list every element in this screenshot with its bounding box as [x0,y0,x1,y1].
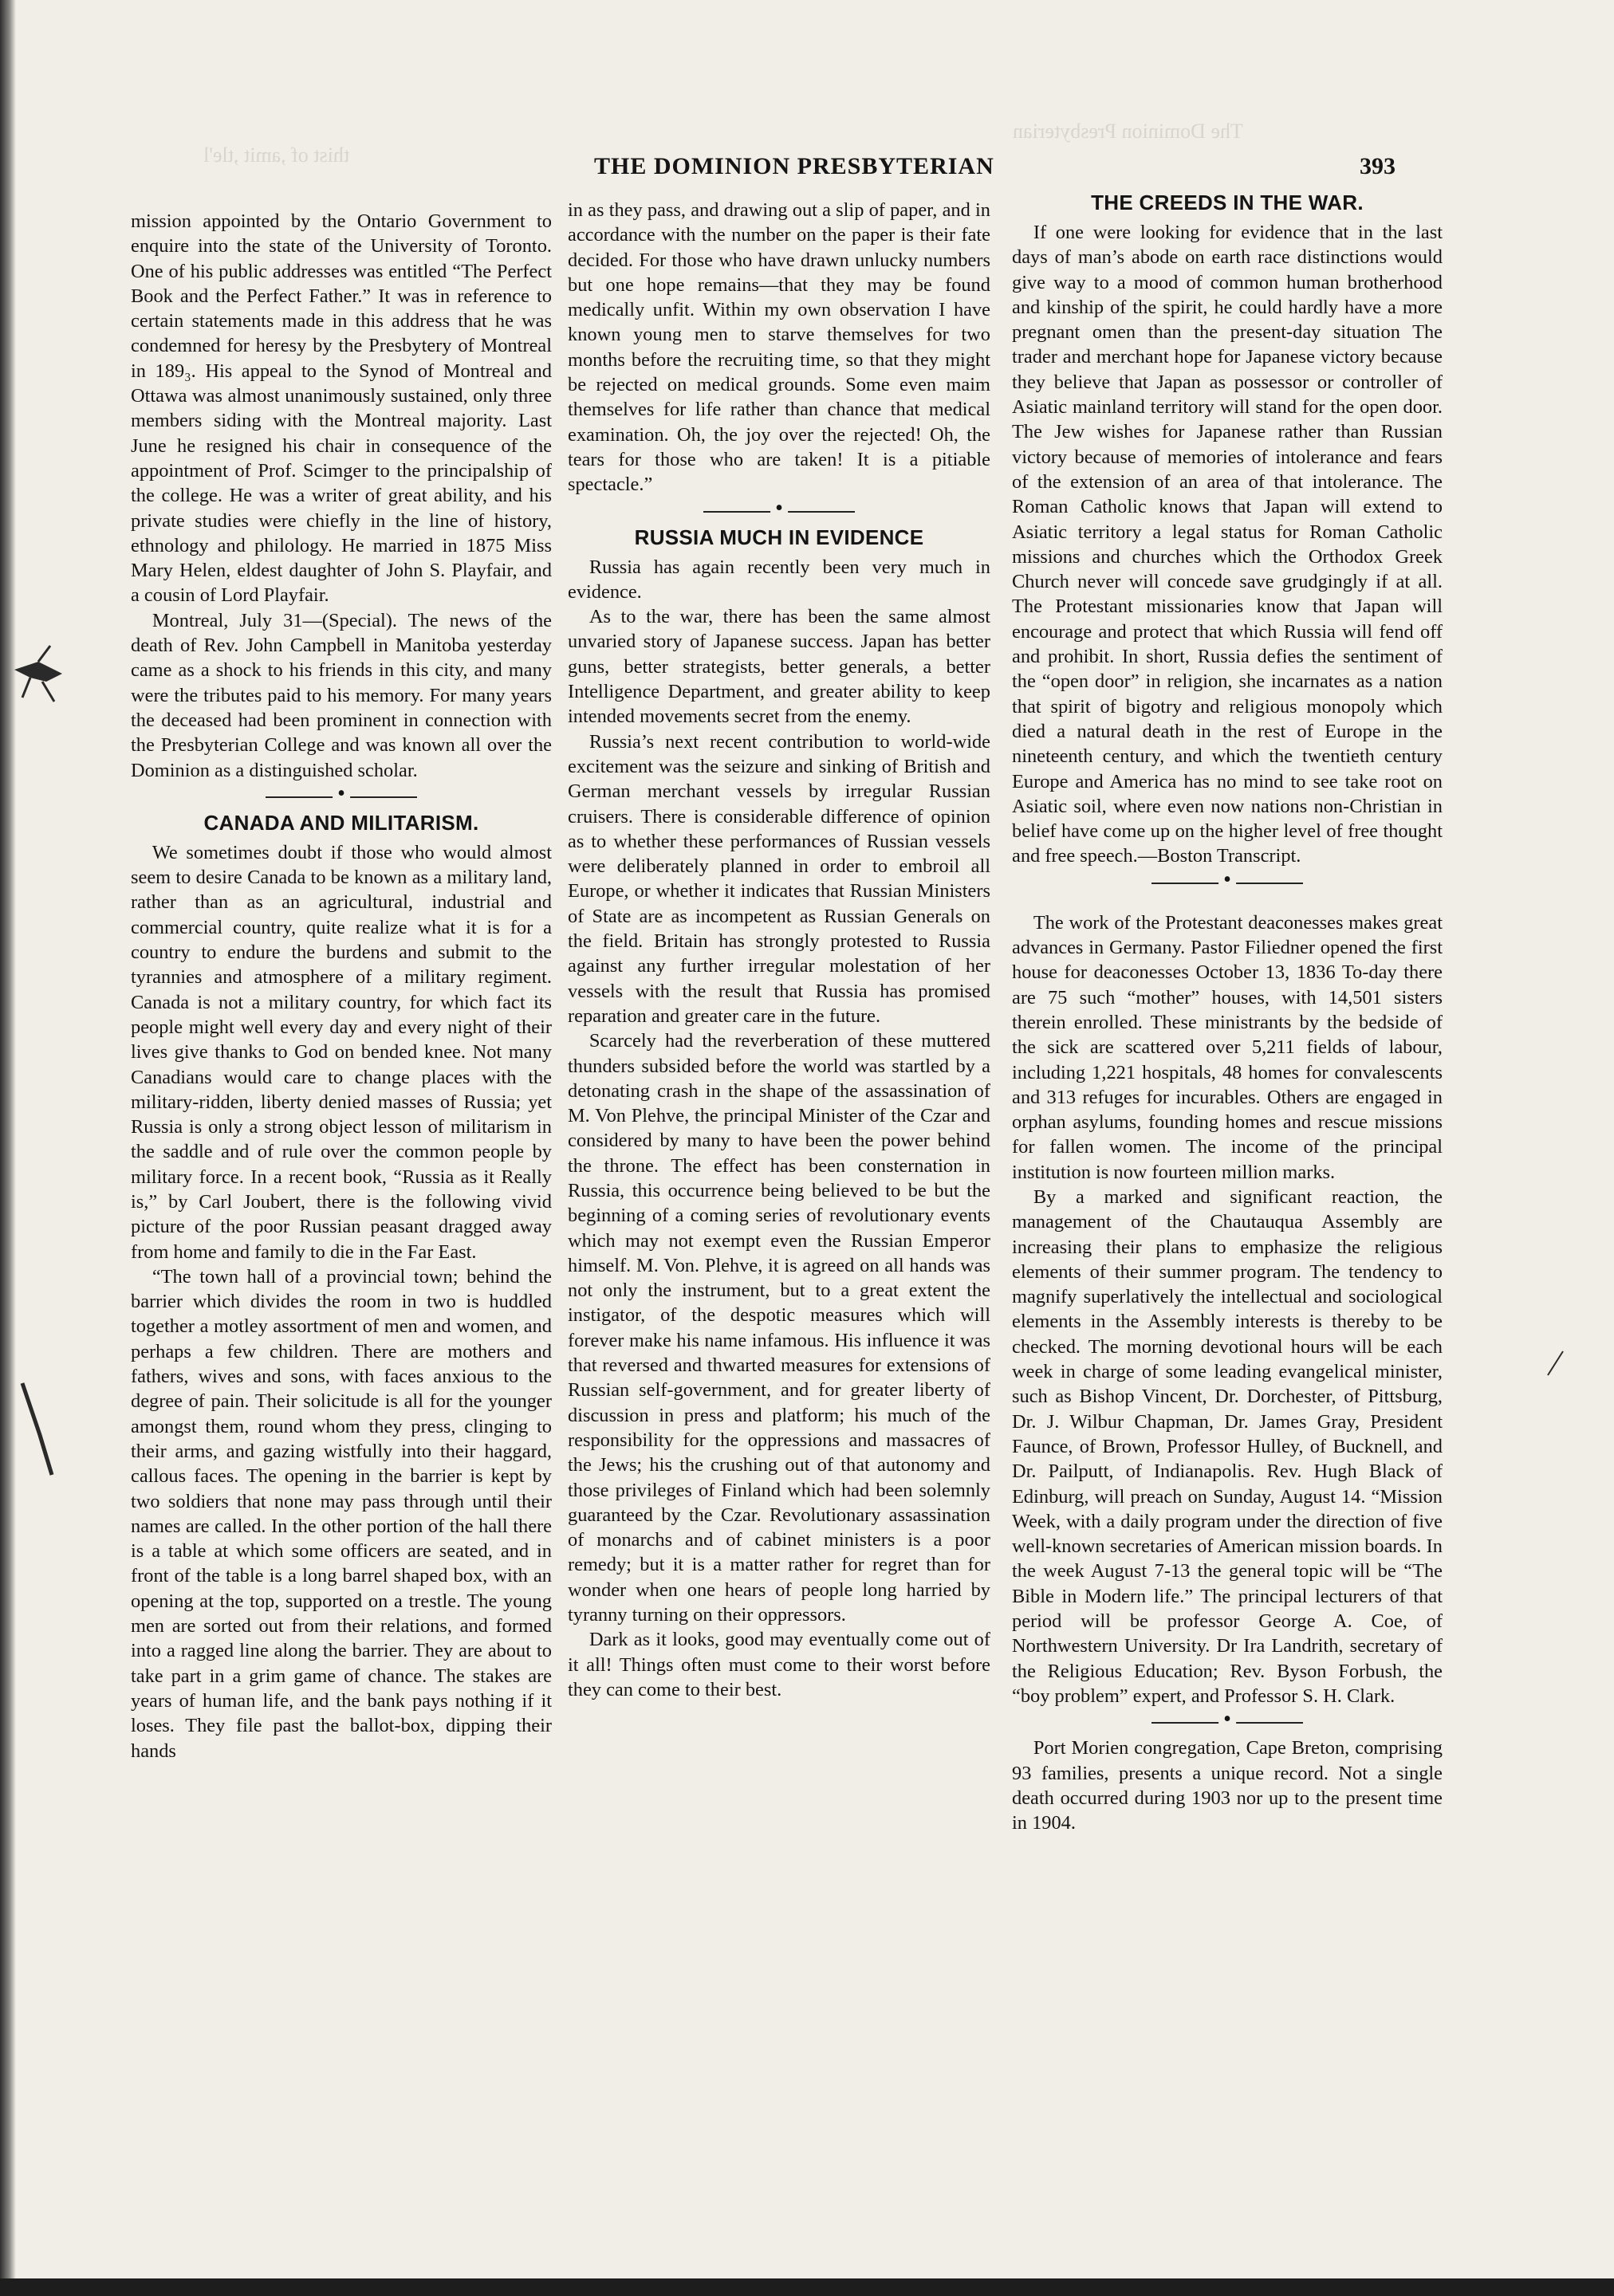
article-paragraph: Port Morien congregation, Cape Breton, comprising 93 families, presents a unique record. Not a single death occurred during 1903 nor up to the present time in 1904. [1012,1737,1443,1834]
margin-ink-mark [16,1379,64,1483]
column-2 [568,198,990,1702]
page-header [0,153,1614,185]
margin-ink-mark [6,638,86,710]
bleed-through-text: The Dominion Presbyterian [1013,120,1243,143]
section-divider [1151,879,1303,888]
article-paragraph: mission appointed by the Ontario Government to enquire into the state of the University of Toronto. One of his public addresses was entitled “The Perfect Book and the Perfect Father.” It was in reference to certain statements made in this address that he was condemned for heresy by the Presbytery of Montreal in 189₃. His appeal to the Synod of Montreal and Ottawa was almost unanimously sustained, only three members siding with the Montreal majority. Last June he resigned his chair in consequence of the appointment of Prof. Scimger to the principalship of the college. He was a writer of great ability, and his private studies were chiefly in the line of history, ethnology and philology. He married in 1875 Miss Mary Helen, eldest daughter of John S. Playfair, and a cousin of Lord Playfair. [131,210,552,607]
article-paragraph: We sometimes doubt if those who would almost seem to desire Canada to be known as a military land, rather than as an agricultural, industrial and commercial country, quite realize what it is for a country to endure the burdens and submit to the tyrannies and atmosphere of a military regiment. Canada is not a military country, for which fact its people might well every day and every night of their lives give thanks to God on bended knee. Not many Canadians would care to change places with the military-ridden, liberty denied masses of Russia; yet Russia is only a strong object lesson of militarism in the saddle and of rule over the common people by military force. In a recent book, “Russia as it Really is,” by Carl Joubert, there is the following vivid picture of the poor Russian peasant dragged away from home and family to die in the Far East. [131,841,552,1263]
journal-title: THE DOMINION PRESBYTERIAN [594,153,994,179]
margin-ink-mark [1543,1347,1567,1379]
article-paragraph: Russia’s next recent contribution to world-wide excitement was the seizure and sinking of British and German merchant vessels by irregular Russian cruisers. There is considerable difference of opinion as to whether these performances of Russian vessels were deliberately planned in order to embroil all Europe, or whether it indicates that Russian Ministers of State are as incompetent as Russian Generals on the field. Britain has strongly protested to Russia against any further irregular molestation of her vessels with the result that Russia has promised reparation and greater care in the future. [568,730,990,1027]
section-heading: CANADA AND MILITARISM. [203,810,479,835]
section-divider [1151,1718,1303,1728]
page-left-shadow [0,0,16,2296]
article-paragraph: If one were looking for evidence that in the last days of man’s abode on earth race distinctions would give way to a mood of common human brotherhood and kinship of the spirit, he could hardly have a more pregnant omen than the present-day situation The trader and merchant hope for Japanese victory because they believe that Japan as possessor or controller of Asiatic mainland territory will stand for the open door. The Jew wishes for Japanese rather than Russian victory because of memories of intolerance and fears of the extension of an area of that intolerance. The Roman Catholic knows that Japan will extend to Asiatic territory a legal status for Roman Catholic missions and churches which the Orthodox Greek Church never will concede save grudgingly if at all. The Protestant missionaries know that Japan will encourage and protect that which Russia will fend off and prohibit. In short, Russia defies the sentiment of the “open door” in religion, she incarnates as a nation that spirit of bigotry and religious monopoly which died a natural death in the rest of Europe in the nineteenth century, and which the twentieth century Europe and America has no mind to see take root on Asiatic soil, where even now nations non-Christian in belief have come up on the higher level of free thought and free speech.—Boston Transcript. [1012,222,1443,867]
article-paragraph: Dark as it looks, good may eventually come out of it all! Things often must come to their worst before they can come to their best. [568,1629,990,1700]
section-heading: THE CREEDS IN THE WAR. [1091,191,1364,214]
article-paragraph: in as they pass, and drawing out a slip of paper, and in accordance with the number on the paper is their fate decided. For those who have drawn unlucky numbers but one hope remains—that they may be found medically unfit. Within my own observation I have known young men to starve themselves for two months before the recruiting time, so that they might be rejected on medical grounds. Some even maim themselves for life rather than chance that medical examination. Oh, the joy over the rejected! Oh, the tears for those who are taken! It is a pitiable spectacle.” [568,199,990,496]
section-divider [266,792,417,802]
column-3 [1012,190,1443,1835]
section-heading: RUSSIA MUCH IN EVIDENCE [634,525,924,549]
article-paragraph: Russia has again recently been very much in evidence. [568,556,990,603]
article-paragraph: Montreal, July 31—(Special). The news of the death of Rev. John Campbell in Manitoba yesterday came as a shock to his friends in this city, and many were the tributes paid to his memory. For many years the deceased had been prominent in connection with the Presbyterian College and was known all over the Dominion as a distinguished scholar. [131,609,552,781]
article-paragraph: The work of the Protestant deaconesses makes great advances in Germany. Pastor Filiedner opened the first house for deaconesses October 13, 1836 To-day there are 75 such “mother” houses, with 14,501 sisters therein enrolled. These ministrants by the bedside of the sick are scattered over 5,211 fields of labour, including 1,221 hospitals, 48 homes for convalescents and 313 refuges for incurables. Others are engaged in orphan asylums, founding homes and rescue missions for fallen women. The income of the principal institution is now fourteen million marks. [1012,911,1443,1183]
column-1 [131,209,552,1763]
section-divider [703,507,855,517]
bleed-through-text: thist of ,amit ,tle'l [203,144,350,167]
article-paragraph: As to the war, there has been the same almost unvaried story of Japanese success. Japan has better guns, better strategists, better generals, a better Intelligence Department, and greater ability to keep intended movements secret from the enemy. [568,606,990,728]
page-number: 393 [1360,153,1396,179]
page-bottom-border [0,2278,1614,2296]
article-paragraph: Scarcely had the reverberation of these muttered thunders subsided before the world was startled by a detonating crash in the shape of the assassination of M. Von Plehve, the principal Minister of the Czar and considered by many to have been the power behind the throne. The effect has been consternation in Russia, this occurrence being believed to be but the beginning of a coming series of revolutionary events which may not exempt even the Russian Emperor himself. M. Von. Plehve, it is agreed on all hands was not only the instrument, but to a great extent the instigator, of the despotic measures which will forever make his name infamous. His influence it was that reversed and thwarted measures for extensions of Russian self-government, and for greater liberty of discussion in press and platform; his much of the responsibility for the oppressions and massacres of the Jews; his the crushing out of that autonomy and those privileges of Finland which had been solemnly guaranteed by the Czar. Revolutionary assassination of monarchs and of cabinet ministers is a poor remedy; but it is a matter rather for regret than for wonder when one hears of people long harried by tyranny turning on their oppressors. [568,1030,990,1626]
article-paragraph: By a marked and significant reaction, the management of the Chautauqua Assembly are increasing their plans to emphasize the religious elements of their summer program. The tendency to magnify superlatively the intellectual and sociological elements in the Assembly interests is thereby to be checked. The morning devotional hours will be each week in charge of some leading evangelical minister, such as Bishop Vincent, Dr. Dorchester, of Pittsburg, Dr. J. Wilbur Chapman, Dr. James Gray, President Faunce, of Brown, Professor Hulley, of Bucknell, and Dr. Pailputt, of Indianapolis. Rev. Hugh Black of Edinburg, will preach on Sunday, August 14. “Mission Week, with a daily program under the direction of five well-known secretaries of American mission boards. In the week August 7-13 the general topic will be “The Bible in Modern life.” The principal lecturers of that period will be professor George A. Coe, of Northwestern University. Dr Ira Landrith, secretary of the Religious Education; Rev. Byson Forbush, the “boy problem” expert, and Professor S. H. Clark. [1012,1185,1443,1707]
article-paragraph: “The town hall of a provincial town; behind the barrier which divides the room in two is huddled together a motley assortment of men and women, and perhaps a few children. There are mothers and fathers, wives and sons, with faces anxious to the degree of pain. Their solicitude is all for the younger amongst them, round whom they press, clinging to their arms, and gazing wistfully into their haggard, callous faces. The opening in the barrier is kept by two soldiers that none may pass through until their names are called. In the other portion of the hall there is a table at which some officers are seated, and in front of the table is a long barrel shaped box, with an opening at the top, supported on a trestle. The young men are sorted out from their relations, and formed into a ragged line along the barrier. They are about to take part in a grim game of chance. The stakes are years of human life, and the bank pays nothing if it loses. They file past the ballot-box, dipping their hands [131,1265,552,1762]
